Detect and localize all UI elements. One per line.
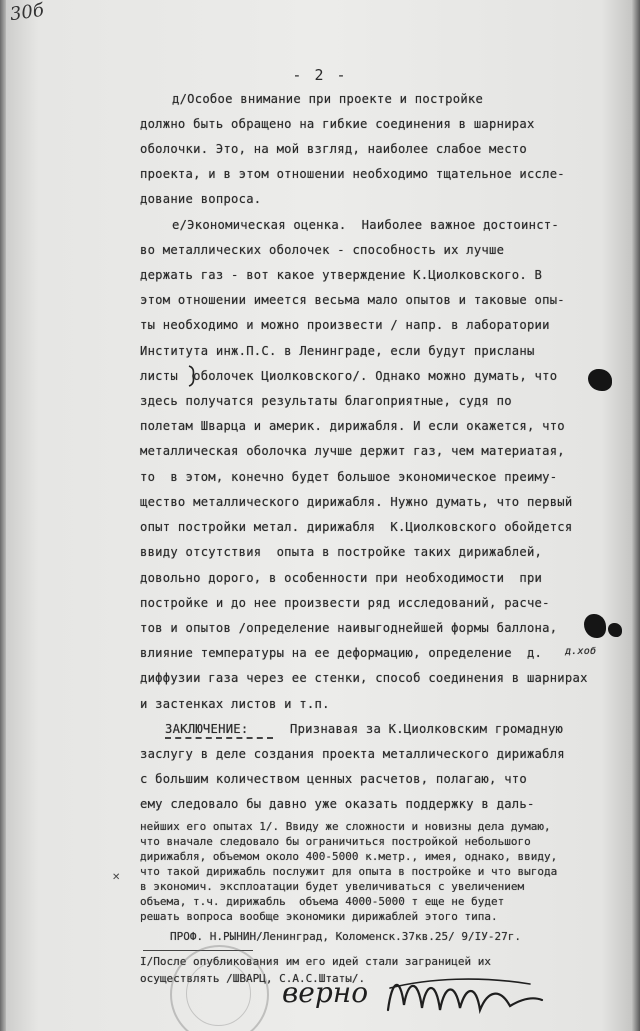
- conclusion-small-line: дирижабля, объемом около 400-5000 к.метр., имея, однако, ввиду,: [140, 850, 558, 863]
- ink-blot: [608, 623, 622, 637]
- margin-check-mark: ✕: [112, 872, 121, 883]
- scan-right-edge: [632, 0, 640, 1031]
- footnote-line: осуществлять /ШВАРЦ, С.А.С.Штаты/.: [140, 972, 366, 985]
- heading-underline: [165, 737, 273, 739]
- body-line: е/Экономическая оценка. Наиболее важное достоинст-: [172, 218, 559, 232]
- body-line: довольно дорого, в особенности при необходимости при: [140, 571, 543, 585]
- scan-left-edge: [0, 0, 6, 1031]
- body-line: металлическая оболочка лучше держит газ, чем материатая,: [140, 444, 565, 458]
- body-line: влияние температуры на ее деформацию, определение д.: [140, 646, 543, 660]
- body-line: д/Особое внимание при проекте и постройке: [172, 92, 484, 106]
- conclusion-line: заслугу в деле создания проекта металлического дирижабля: [140, 747, 565, 761]
- body-line: этом отношении имеется весьма мало опытов и таковые опы-: [140, 293, 565, 307]
- body-line: опыт постройки метал. дирижабля К.Циолковского обойдется: [140, 520, 573, 534]
- body-line: дование вопроса.: [140, 192, 262, 206]
- body-line: здесь получатся результаты благоприятные, судя по: [140, 394, 512, 408]
- body-line: во металлических оболочек - способность их лучше: [140, 243, 505, 257]
- body-line: постройке и до нее произвести ряд исследований, расче-: [140, 596, 550, 610]
- body-line: оболочки. Это, на мой взгляд, наиболее слабое место: [140, 142, 527, 156]
- author-line: ПРОФ. Н.РЫНИН/Ленинград, Коломенск.37кв.25/ 9/IУ-27г.: [170, 930, 521, 943]
- conclusion-small-line: что такой дирижабль послужит для опыта в постройке и что выгода: [140, 865, 558, 878]
- body-line: и застенках листов и т.п.: [140, 697, 330, 711]
- page-number: - 2 -: [292, 66, 348, 84]
- body-line: то в этом, конечно будет большое экономическое преиму-: [140, 470, 558, 484]
- bracket-mark: [187, 365, 197, 387]
- corner-archive-number: 30б: [8, 0, 46, 26]
- body-line: диффузии газа через ее стенки, способ соединения в шарнирах: [140, 671, 588, 685]
- conclusion-heading: ЗАКЛЮЧЕНИЕ:: [165, 722, 249, 736]
- body-line: проекта, и в этом отношении необходимо тщательное иссле-: [140, 167, 565, 181]
- stamp-inner-ring: [186, 961, 251, 1026]
- conclusion-small-line: в экономич. эксплоатации будет увеличиваться с увеличением: [140, 880, 525, 893]
- handwritten-signature: [280, 960, 550, 1030]
- body-line: должно быть обращено на гибкие соединения в шарнирах: [140, 117, 535, 131]
- body-line: полетам Шварца и америк. дирижабля. И если окажется, что: [140, 419, 565, 433]
- conclusion-small-line: объема, т.ч. дирижабль объема 4000-5000 т еще не будет: [140, 895, 505, 908]
- conclusion-first-line: Признавая за К.Циолковским громадную: [290, 722, 564, 736]
- conclusion-small-line: что вначале следовало бы ограничиться постройкой небольшого: [140, 835, 531, 848]
- body-line: тов и опытов /определение наивыгоднейшей формы баллона,: [140, 621, 558, 635]
- margin-note: д.хоб: [565, 646, 597, 657]
- conclusion-small-line: нейших его опытах 1/. Ввиду же сложности и новизны дела думаю,: [140, 820, 551, 833]
- body-line: щество металлического дирижабля. Нужно думать, что первый: [140, 495, 573, 509]
- body-line: ты необходимо и можно произвести / напр. в лаборатории: [140, 318, 550, 332]
- body-line: ввиду отсутствия опыта в постройке таких дирижаблей,: [140, 545, 543, 559]
- signature-word: верно: [282, 976, 369, 1009]
- ink-blot: [588, 369, 612, 391]
- body-line: держать газ - вот какое утверждение К.Циолковского. В: [140, 268, 543, 282]
- body-line: листы оболочек Циолковского/. Однако можно думать, что: [140, 369, 558, 383]
- conclusion-line: с большим количеством ценных расчетов, полагаю, что: [140, 772, 527, 786]
- footnote-line: I/После опубликования им его идей стали заграницей их: [140, 955, 491, 968]
- conclusion-line: ему следовало бы давно уже оказать поддержку в даль-: [140, 797, 535, 811]
- body-line: Института инж.П.С. в Ленинграде, если будут присланы: [140, 344, 535, 358]
- conclusion-small-line: решать вопроса вообще экономики дирижаблей этого типа.: [140, 910, 498, 923]
- ink-blot: [584, 614, 606, 638]
